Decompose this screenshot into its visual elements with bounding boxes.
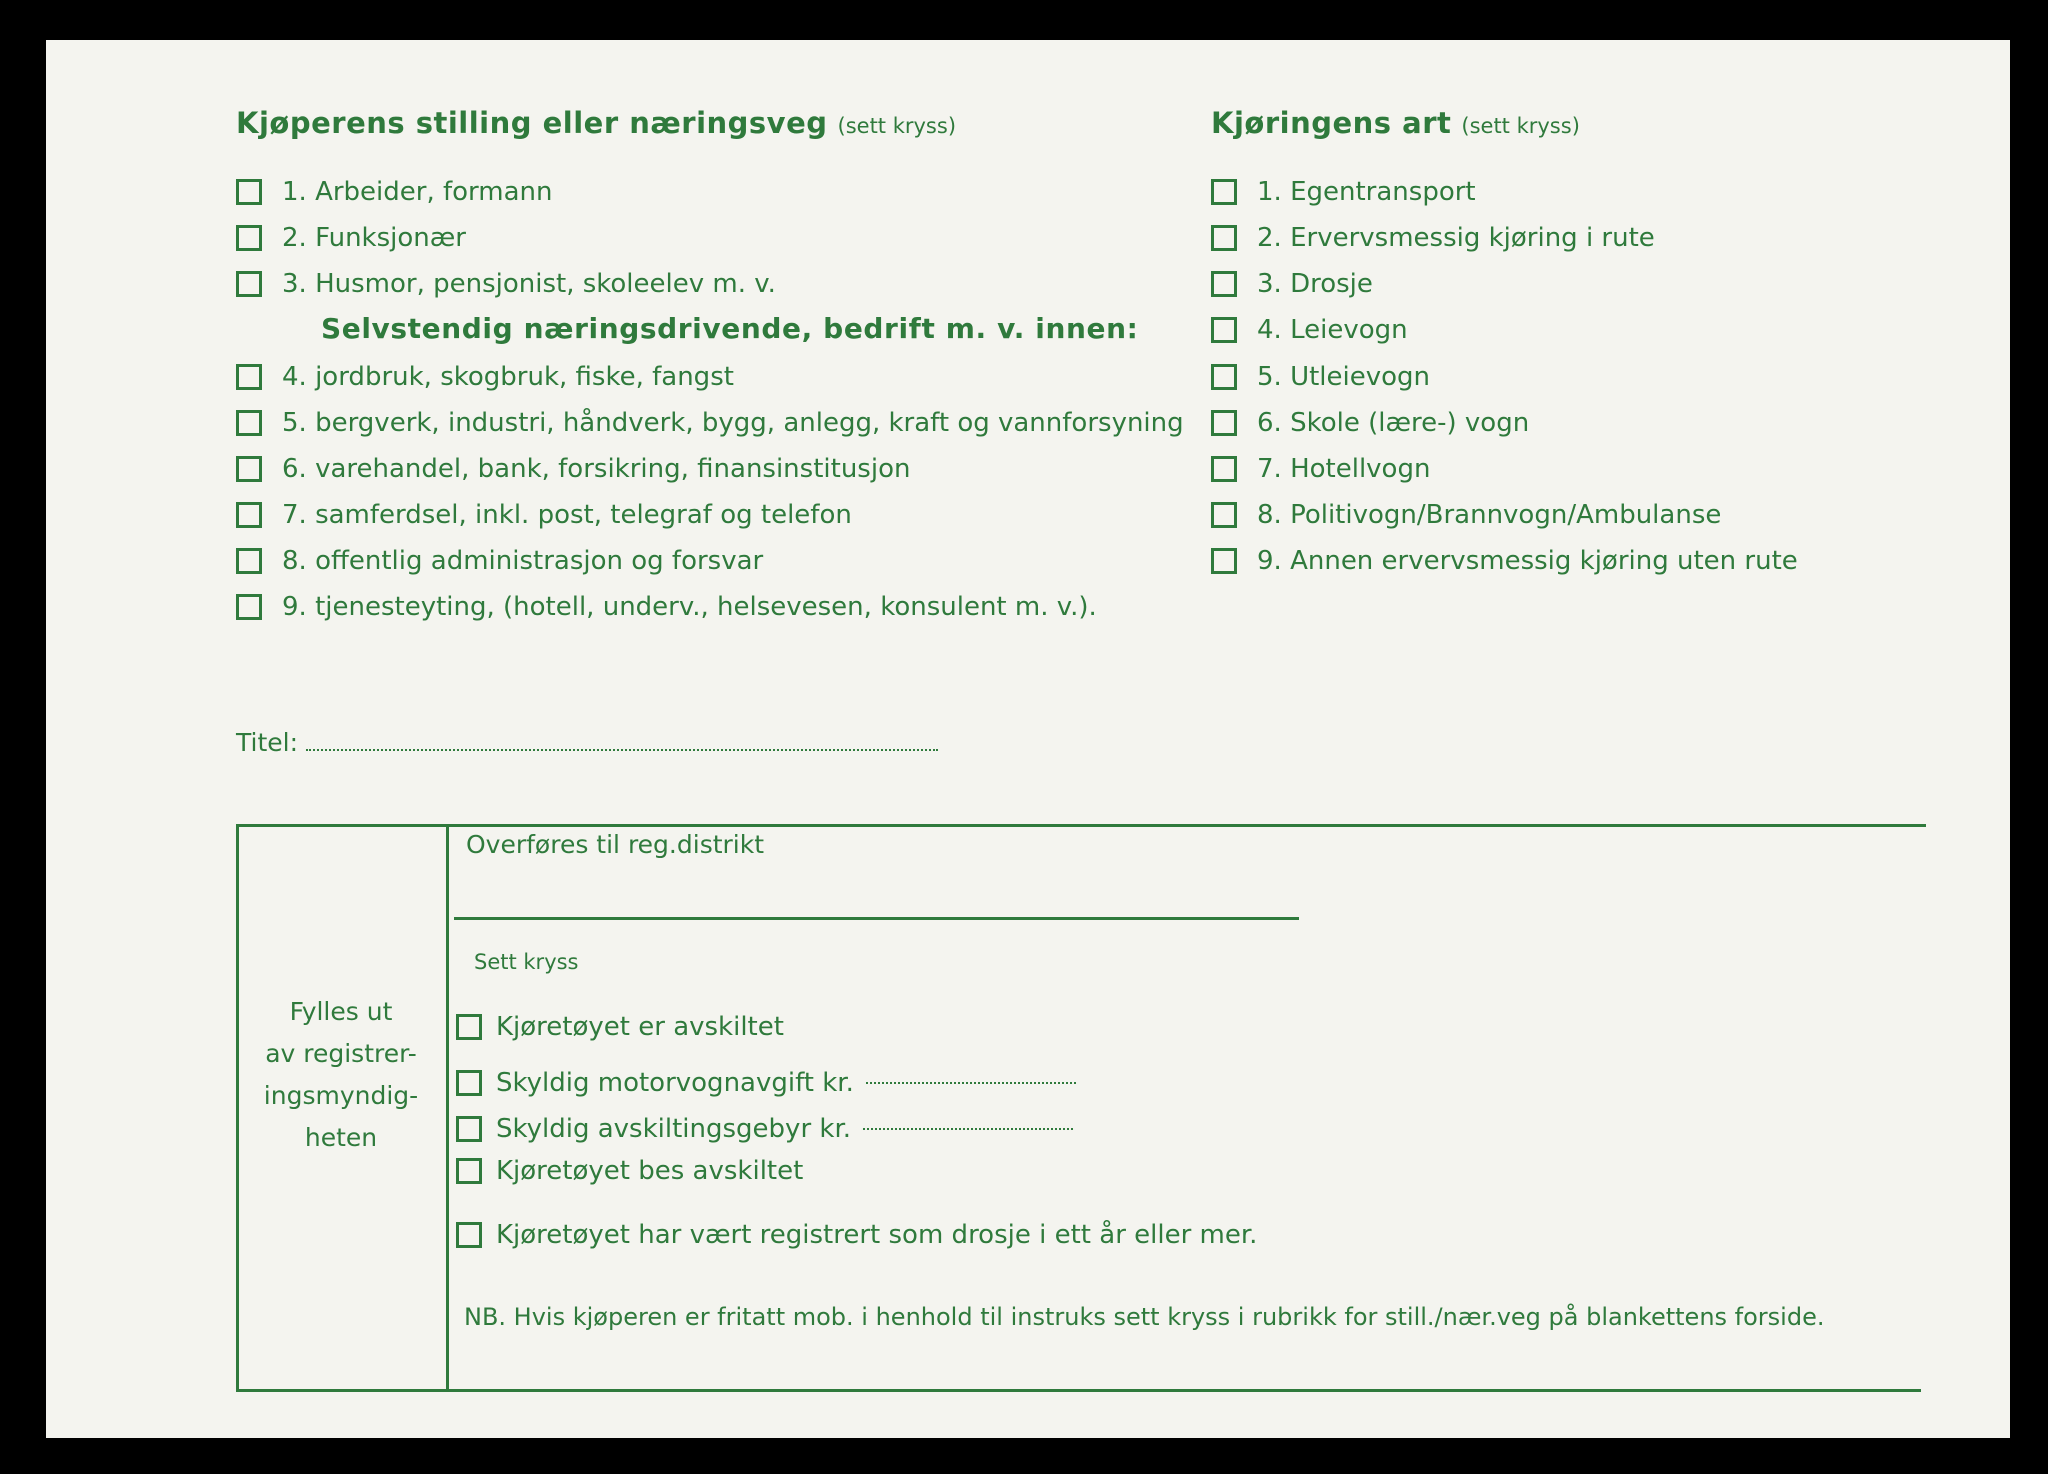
option-label: 5. bergverk, industri, håndverk, bygg, anlegg, kraft og vannforsyning — [282, 408, 1184, 438]
option-label: 8. Politivogn/Brannvogn/Ambulanse — [1257, 500, 1722, 530]
occupation-option-1[interactable] — [236, 175, 553, 209]
transfer-district-label: Overføres til reg.distrikt — [466, 830, 765, 859]
checkbox[interactable] — [236, 502, 262, 528]
checkbox[interactable] — [236, 456, 262, 482]
side-label-line: Fylles ut — [289, 997, 393, 1026]
checkbox[interactable] — [1211, 502, 1237, 528]
option-label: 7. Hotellvogn — [1257, 454, 1431, 484]
amount-dotted-line[interactable] — [863, 1128, 1073, 1130]
checkbox[interactable] — [1211, 225, 1237, 251]
checkbox[interactable] — [236, 410, 262, 436]
side-label-line: av registrer- — [265, 1039, 417, 1068]
side-label-line: heten — [304, 1123, 378, 1152]
registry-side-label — [241, 991, 441, 1159]
checkbox[interactable] — [1211, 548, 1237, 574]
titel-field[interactable] — [236, 728, 938, 757]
check-label: Skyldig motorvognavgift kr. — [496, 1068, 854, 1098]
form-sheet — [46, 40, 2010, 1438]
driving-option-9[interactable] — [1211, 544, 1798, 578]
option-label: 7. samferdsel, inkl. post, telegraf og telefon — [282, 500, 852, 530]
registry-check-deregistered[interactable] — [456, 1010, 784, 1044]
option-label: 6. varehandel, bank, forsikring, finansinstitusjon — [282, 454, 911, 484]
checkbox[interactable] — [1211, 410, 1237, 436]
checkbox[interactable] — [236, 271, 262, 297]
registry-check-taxi-year[interactable] — [456, 1218, 1257, 1252]
checkbox[interactable] — [456, 1014, 482, 1040]
option-label: 2. Ervervsmessig kjøring i rute — [1257, 223, 1655, 253]
box-top-border — [236, 824, 1926, 827]
option-label: 9. tjenesteyting, (hotell, underv., helsevesen, konsulent m. v.). — [282, 592, 1097, 622]
option-label: 5. Utleievogn — [1257, 362, 1431, 392]
transfer-underline — [454, 917, 1299, 920]
nb-note: NB. Hvis kjøperen er fritatt mob. i henhold til instruks sett kryss i rubrikk for still./nær.veg på blankettens forside. — [464, 1303, 1825, 1331]
checkbox[interactable] — [236, 364, 262, 390]
driving-option-3[interactable] — [1211, 267, 1373, 301]
driving-type-note: (sett kryss) — [1461, 114, 1580, 138]
checkbox[interactable] — [236, 594, 262, 620]
option-label: 2. Funksjonær — [282, 223, 466, 253]
option-label: 8. offentlig administrasjon og forsvar — [282, 546, 764, 576]
occupation-option-5[interactable] — [236, 406, 1184, 440]
self-employed-subheading: Selvstendig næringsdrivende, bedrift m. v. innen: — [321, 312, 1139, 345]
checkbox[interactable] — [456, 1116, 482, 1142]
driving-option-1[interactable] — [1211, 175, 1476, 209]
registry-check-request-deregister[interactable] — [456, 1154, 803, 1188]
checkbox[interactable] — [236, 225, 262, 251]
box-left-border — [236, 824, 239, 1392]
check-label: Kjøretøyet er avskiltet — [496, 1012, 784, 1042]
occupation-option-8[interactable] — [236, 544, 763, 578]
option-label: 4. jordbruk, skogbruk, fiske, fangst — [282, 362, 734, 392]
checkbox[interactable] — [1211, 456, 1237, 482]
registry-check-vehicle-tax[interactable] — [456, 1066, 1076, 1100]
check-label: Skyldig avskiltingsgebyr kr. — [496, 1114, 852, 1144]
option-label: 3. Husmor, pensjonist, skoleelev m. v. — [282, 269, 776, 299]
option-label: 6. Skole (lære-) vogn — [1257, 408, 1530, 438]
occupation-option-9[interactable] — [236, 590, 1097, 624]
option-label: 4. Leievogn — [1257, 315, 1408, 345]
check-label: Kjøretøyet har vært registrert som drosje i ett år eller mer. — [496, 1220, 1258, 1250]
buyer-occupation-heading — [236, 106, 956, 140]
checkbox[interactable] — [236, 548, 262, 574]
option-label: 1. Arbeider, formann — [282, 177, 553, 207]
driving-option-2[interactable] — [1211, 221, 1655, 255]
checkbox[interactable] — [456, 1222, 482, 1248]
checkbox[interactable] — [236, 179, 262, 205]
driving-option-7[interactable] — [1211, 452, 1430, 486]
checkbox[interactable] — [1211, 271, 1237, 297]
driving-option-5[interactable] — [1211, 360, 1430, 394]
option-label: 3. Drosje — [1257, 269, 1373, 299]
occupation-option-2[interactable] — [236, 221, 466, 255]
driving-type-title: Kjøringens art — [1211, 106, 1452, 140]
sett-kryss-label: Sett kryss — [474, 950, 579, 974]
driving-option-4[interactable] — [1211, 313, 1408, 347]
occupation-option-4[interactable] — [236, 360, 734, 394]
driving-option-6[interactable] — [1211, 406, 1529, 440]
buyer-occupation-note: (sett kryss) — [837, 114, 957, 138]
registry-check-plate-fee[interactable] — [456, 1112, 1073, 1146]
side-label-line: ingsmyndig- — [263, 1081, 419, 1110]
driving-option-8[interactable] — [1211, 498, 1721, 532]
driving-type-heading — [1211, 106, 1580, 140]
checkbox[interactable] — [456, 1158, 482, 1184]
checkbox[interactable] — [456, 1070, 482, 1096]
occupation-option-6[interactable] — [236, 452, 910, 486]
occupation-option-7[interactable] — [236, 498, 852, 532]
box-column-divider — [446, 824, 449, 1392]
titel-label: Titel: — [236, 728, 298, 757]
checkbox[interactable] — [1211, 179, 1237, 205]
option-label: 9. Annen ervervsmessig kjøring uten rute — [1257, 546, 1798, 576]
occupation-option-3[interactable] — [236, 267, 776, 301]
buyer-occupation-title: Kjøperens stilling eller næringsveg — [236, 106, 828, 140]
checkbox[interactable] — [1211, 364, 1237, 390]
box-bottom-border — [236, 1389, 1921, 1392]
titel-dotted-line[interactable] — [306, 749, 938, 751]
check-label: Kjøretøyet bes avskiltet — [496, 1156, 804, 1186]
amount-dotted-line[interactable] — [866, 1082, 1076, 1084]
option-label: 1. Egentransport — [1257, 177, 1476, 207]
checkbox[interactable] — [1211, 317, 1237, 343]
